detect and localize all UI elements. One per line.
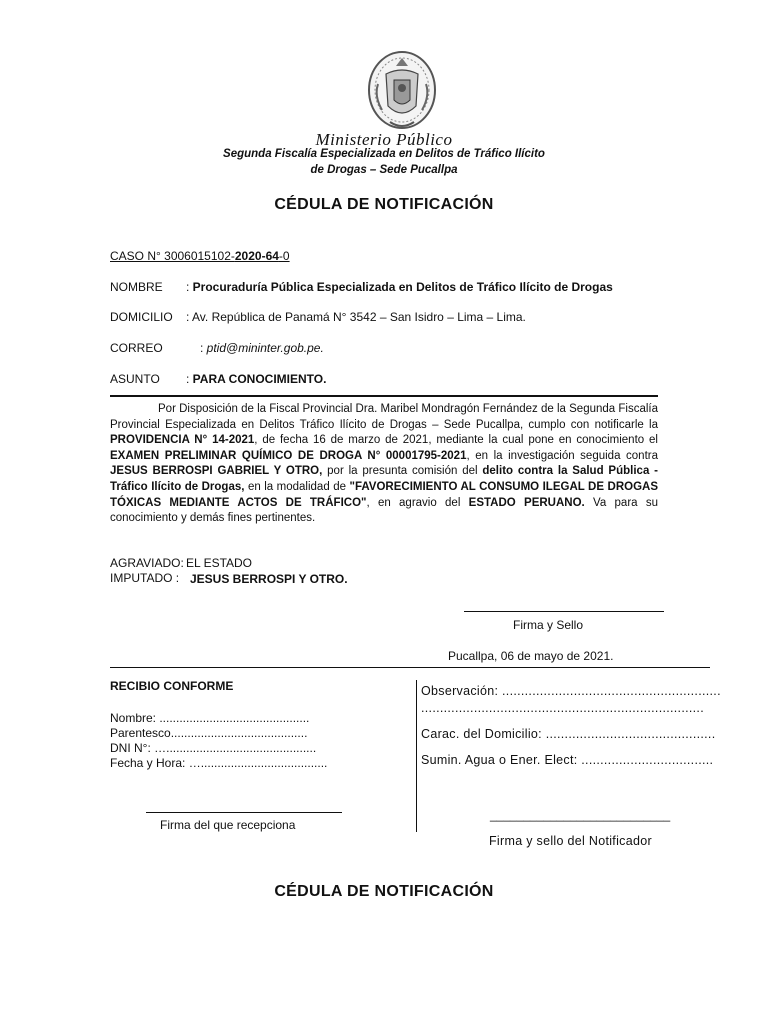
office-line-1: Segunda Fiscalía Especializada en Delitos de Tráfico Ilícito (223, 148, 545, 160)
place-date: Pucallpa, 06 de mayo de 2021. (448, 649, 614, 663)
receipt-parentesco: Parentesco......................................... (110, 726, 308, 740)
agraviado-value: EL ESTADO (186, 556, 253, 570)
notifier-signature-label: Firma y sello del Notificador (489, 834, 652, 848)
domicilio-field: : Av. República de Panamá N° 3542 – San Isidro – Lima – Lima. (186, 310, 526, 324)
imputado-label: IMPUTADO : (110, 571, 180, 585)
imputado-value: JESUS BERROSPI Y OTRO. (190, 572, 348, 586)
receipt-signature-label: Firma del que recepciona (160, 818, 296, 832)
receipt-fecha: Fecha y Hora: …...................................... (110, 756, 328, 770)
domicilio-characteristics: Carac. del Domicilio: ............................................. (421, 727, 716, 741)
correo-label: CORREO (110, 341, 163, 355)
asunto-label: ASUNTO (110, 372, 160, 386)
notification-body: Por Disposición de la Fiscal Provincial Dra. Maribel Mondragón Fernández de la Segunda Fiscalía Provincial Especializada en Delitos Tráfico Ilícito de Drogas – Sede Pucallpa, cumplo con notificarle la PROVIDENCIA N° 14-2021, de fecha 16 de marzo de 2021, mediante la cual pone en conocimiento el EXAMEN PRELIMINAR QUÍMICO DE DROGA N° 00001795-2021, en la investigación seguida contra JESUS BERROSPI GABRIEL Y OTRO, por la presunta comisión del delito contra la Salud Pública - Tráfico Ilícito de Drogas, en la modalidad de "FAVORECIMIENTO AL CONSUMO ILEGAL DE DROGAS TÓXICAS MEDIANTE ACTOS DE TRÁFICO", en agravio del ESTADO PERUANO. Va para su conocimiento y demás fines pertinentes. (110, 403, 659, 525)
divider (110, 395, 658, 397)
receipt-dni: DNI N°: …............................................. (110, 741, 317, 755)
nombre-label: NOMBRE (110, 280, 163, 294)
ministerio-publico-seal (364, 44, 440, 136)
domicilio-label: DOMICILIO (110, 310, 173, 324)
receipt-signature-line (146, 812, 342, 813)
correo-field: : ptid@mininter.gob.pe. (200, 341, 324, 355)
receipt-title: RECIBIO CONFORME (110, 679, 234, 693)
document-title-2: CÉDULA DE NOTIFICACIÓN (274, 883, 494, 900)
asunto-field: : PARA CONOCIMIENTO. (186, 372, 327, 386)
column-separator (416, 680, 417, 832)
receipt-nombre: Nombre: ............................................. (110, 711, 310, 725)
observacion-line-2: ........................................................................... (421, 701, 704, 715)
suministro-line: Sumin. Agua o Ener. Elect: ................................... (421, 753, 714, 767)
agraviado-label: AGRAVIADO: (110, 556, 184, 570)
signature-label: Firma y Sello (513, 618, 584, 632)
office-line-2: de Drogas – Sede Pucallpa (310, 164, 458, 176)
nombre-field: : Procuraduría Pública Especializada en Delitos de Tráfico Ilícito de Drogas (186, 280, 613, 294)
section-divider (110, 667, 710, 668)
case-number: CASO N° 3006015102-2020-64-0 (110, 249, 290, 263)
signature-line (464, 611, 664, 612)
observacion-line-1: Observación: .......................................................... (421, 684, 721, 698)
institution-name: Ministerio Público (315, 130, 453, 149)
document-title: CÉDULA DE NOTIFICACIÓN (274, 196, 494, 213)
notifier-signature-line: ___________________________ (490, 808, 671, 822)
